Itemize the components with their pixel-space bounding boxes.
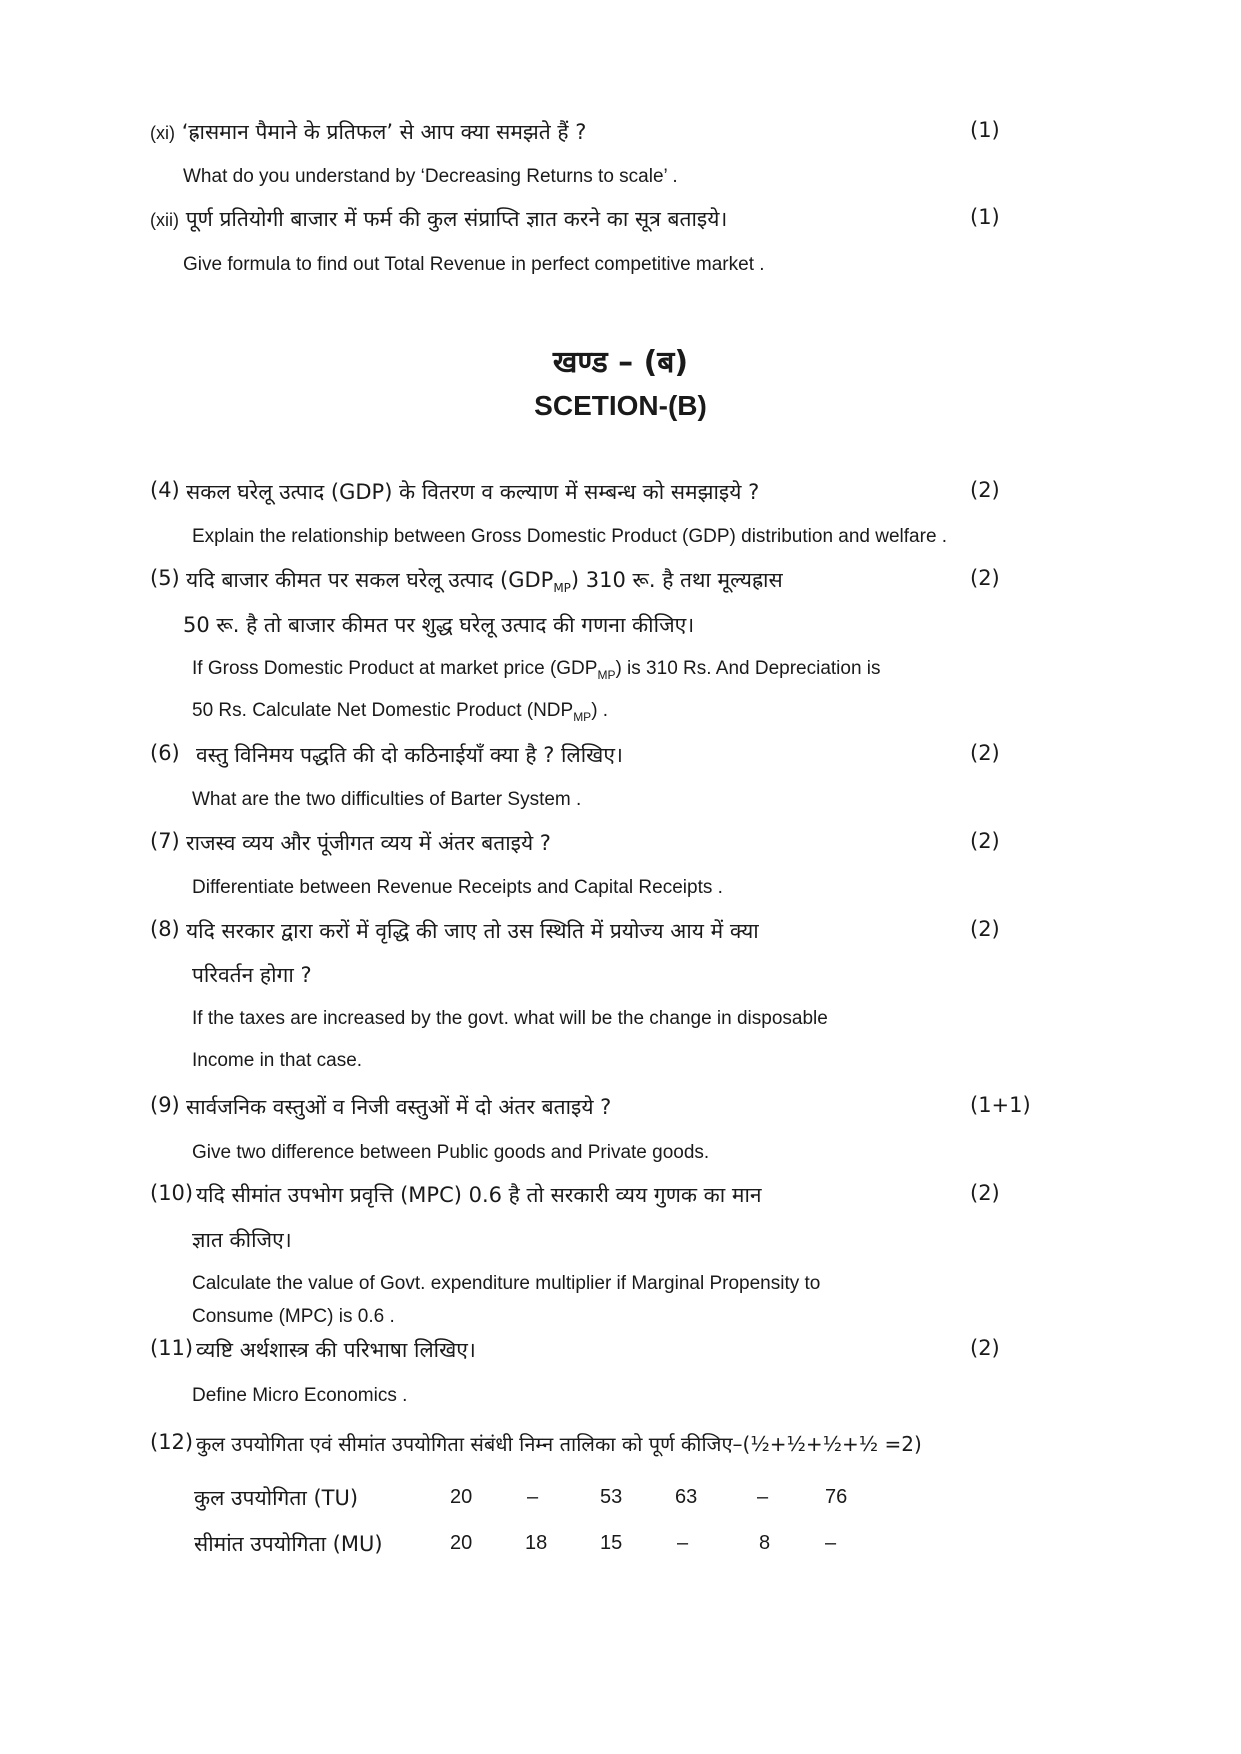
table-cell: – <box>757 1486 769 1508</box>
section-heading-hindi: खण्ड – (ब) <box>552 345 689 380</box>
question-text-english: Define Micro Economics . <box>192 1385 408 1406</box>
question-number: (11) <box>150 1336 194 1360</box>
table-cell: 63 <box>675 1486 698 1508</box>
table-cell: 20 <box>450 1486 473 1508</box>
subscript: MP <box>597 667 616 682</box>
question-text-hindi: सकल घरेलू उत्पाद (GDP) के वितरण व कल्याण में सम्बन्ध को समझाइये ? <box>186 480 760 504</box>
marks: (1+1) <box>970 1093 1031 1117</box>
section-heading-english: SCETION-(B) <box>534 390 707 421</box>
question-text-hindi: व्यष्टि अर्थशास्त्र की परिभाषा लिखिए। <box>196 1338 476 1362</box>
table-cell: 8 <box>759 1532 771 1554</box>
table-cell: 15 <box>600 1532 623 1554</box>
question-number: (10) <box>150 1181 194 1205</box>
marks: (2) <box>970 566 1000 590</box>
question-text-english-cont: Income in that case. <box>192 1050 363 1071</box>
table-cell: – <box>825 1532 837 1554</box>
question-text-hindi: कुल उपयोगिता एवं सीमांत उपयोगिता संबंधी निम्न तालिका को पूर्ण कीजिए–(½+½+½+½ =2) <box>196 1432 922 1456</box>
question-text-hindi-cont: परिवर्तन होगा ? <box>192 963 312 987</box>
question-text-english-cont: Consume (MPC) is 0.6 . <box>192 1306 395 1327</box>
question-text-english: Differentiate between Revenue Receipts and Capital Receipts . <box>192 877 723 898</box>
question-text-hindi: यदि सीमांत उपभोग प्रवृत्ति (MPC) 0.6 है तो सरकारी व्यय गुणक का मान <box>196 1183 762 1207</box>
row-label-mu: सीमांत उपयोगिता (MU) <box>194 1532 383 1556</box>
question-text-english: What do you understand by ‘Decreasing Returns to scale’ . <box>183 166 678 187</box>
question-number: (9) <box>150 1093 180 1117</box>
question-text-english: If the taxes are increased by the govt. what will be the change in disposable <box>192 1008 828 1029</box>
question-text-hindi: राजस्व व्यय और पूंजीगत व्यय में अंतर बताइये ? <box>186 831 551 855</box>
table-cell: – <box>527 1486 539 1508</box>
text-part: 50 Rs. Calculate Net Domestic Product (NDP <box>192 700 574 721</box>
question-number: (8) <box>150 917 180 941</box>
question-number: (7) <box>150 829 180 853</box>
question-number: (5) <box>150 566 180 590</box>
question-text-english: Calculate the value of Govt. expenditure multiplier if Marginal Propensity to <box>192 1273 821 1294</box>
subscript: MP <box>553 581 571 596</box>
question-number: (6) <box>150 741 180 765</box>
question-text-english: Give formula to find out Total Revenue in perfect competitive market . <box>183 254 765 275</box>
question-xi <box>150 118 586 146</box>
question-text-hindi: यदि सरकार द्वारा करों में वृद्धि की जाए तो उस स्थिति में प्रयोज्य आय में क्या <box>186 919 759 943</box>
marks: (2) <box>970 741 1000 765</box>
question-text-english: Give two difference between Public goods and Private goods. <box>192 1142 710 1163</box>
question-text-hindi-cont: 50 रू. है तो बाजार कीमत पर शुद्ध घरेलू उत्पाद की गणना कीजिए। <box>183 613 695 637</box>
question-text-hindi: ‘ह्रासमान पैमाने के प्रतिफल’ से आप क्या समझते हैं ? <box>181 120 587 144</box>
marks: (2) <box>970 478 1000 502</box>
question-number: (12) <box>150 1430 194 1454</box>
text-part: यदि बाजार कीमत पर सकल घरेलू उत्पाद (GDP <box>186 568 554 592</box>
marks: (1) <box>970 118 1000 142</box>
marks: (1) <box>970 205 1000 229</box>
question-text-hindi: पूर्ण प्रतियोगी बाजार में फर्म की कुल संप्राप्ति ज्ञात करने का सूत्र बताइये। <box>185 207 728 231</box>
question-text-hindi: वस्तु विनिमय पद्धति की दो कठिनाईयाँ क्या है ? लिखिए। <box>196 743 623 767</box>
question-text-english-cont <box>192 700 608 724</box>
table-cell: 53 <box>600 1486 623 1508</box>
question-xii <box>150 205 727 233</box>
subscript: MP <box>573 709 592 724</box>
row-label-tu: कुल उपयोगिता (TU) <box>194 1486 359 1510</box>
text-part: ) . <box>591 700 609 721</box>
question-text-hindi <box>186 566 783 595</box>
text-part: If Gross Domestic Product at market price (GDP <box>192 658 598 679</box>
text-part: ) 310 रू. है तथा मूल्यह्रास <box>570 568 783 592</box>
question-text-hindi-cont: ज्ञात कीजिए। <box>192 1228 292 1252</box>
table-cell: – <box>677 1532 689 1554</box>
marks: (2) <box>970 829 1000 853</box>
question-number: (xii) <box>150 210 179 230</box>
marks: (2) <box>970 1336 1000 1360</box>
table-cell: 76 <box>825 1486 848 1508</box>
question-text-english: What are the two difficulties of Barter System . <box>192 789 582 810</box>
question-text-english <box>192 658 881 682</box>
question-number: (xi) <box>150 123 175 143</box>
question-text-hindi: सार्वजनिक वस्तुओं व निजी वस्तुओं में दो अंतर बताइये ? <box>186 1095 612 1119</box>
text-part: ) is 310 Rs. And Depreciation is <box>615 658 881 679</box>
question-text-english: Explain the relationship between Gross Domestic Product (GDP) distribution and welfare . <box>192 526 948 547</box>
table-cell: 18 <box>525 1532 548 1554</box>
marks: (2) <box>970 917 1000 941</box>
question-number: (4) <box>150 478 180 502</box>
table-cell: 20 <box>450 1532 473 1554</box>
marks: (2) <box>970 1181 1000 1205</box>
